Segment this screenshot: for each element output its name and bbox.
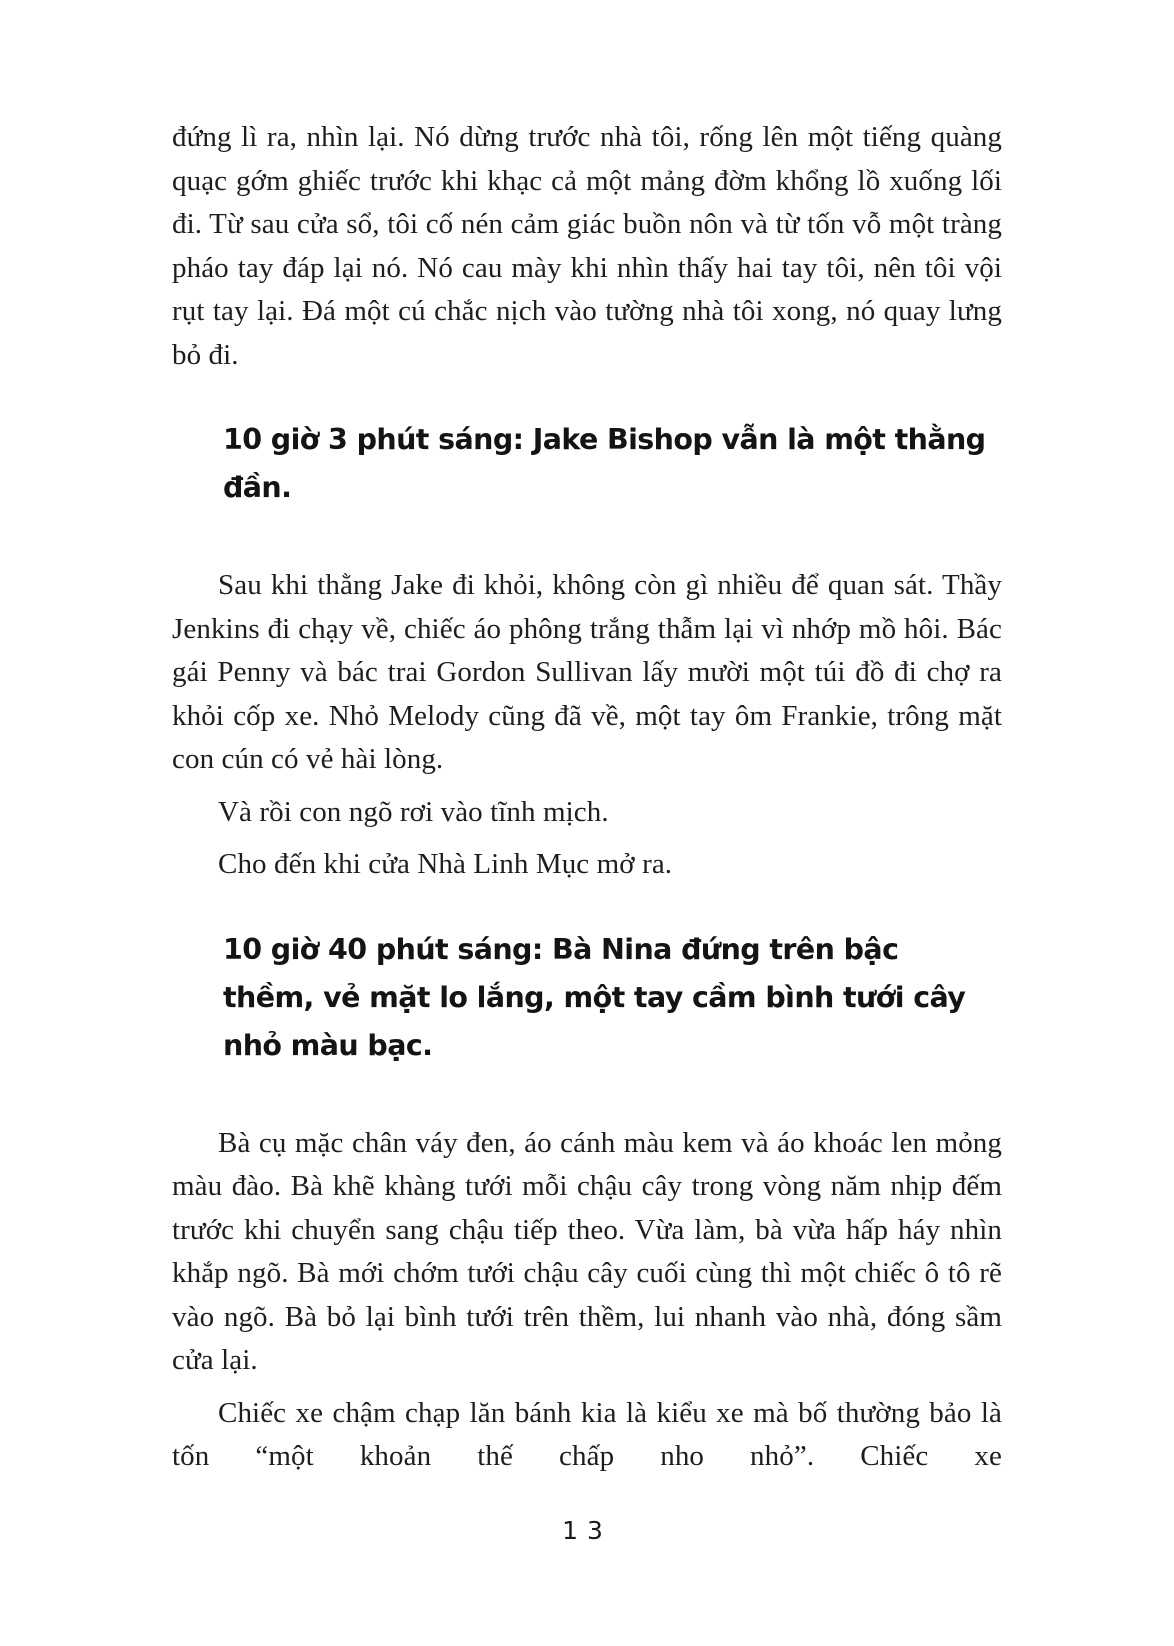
page-number: 13: [562, 1516, 612, 1545]
paragraph: Sau khi thằng Jake đi khỏi, không còn gì nhiều để quan sát. Thầy Jenkins đi chạy về, chiếc áo phông trắng thẫm lại vì nhớp mồ hôi. Bác gái Penny và bác trai Gordon Sullivan lấy mười một túi đồ đi chợ ra khỏi cốp xe. Nhỏ Melody cũng đã về, một tay ôm Frankie, trông mặt con cún có vẻ hài lòng.: [172, 569, 1002, 775]
paragraph-continued-from-previous-page: đứng lì ra, nhìn lại. Nó dừng trước nhà tôi, rống lên một tiếng quàng quạc gớm ghiếc trước khi khạc cả một mảng đờm khổng lồ xuống lối đi. Từ sau cửa sổ, tôi cố nén cảm giác buồn nôn và từ tốn vỗ một tràng pháo tay đáp lại nó. Nó cau mày khi nhìn thấy hai tay tôi, nên tôi vội rụt tay lại. Đá một cú chắc nịch vào tường nhà tôi xong, nó quay lưng bỏ đi.: [172, 121, 1002, 371]
timestamp-heading-10h03: 10 giờ 3 phút sáng: Jake Bishop vẫn là một thằng đần.: [223, 423, 986, 504]
paragraph-continues-next-page: Chiếc xe chậm chạp lăn bánh kia là kiểu xe mà bố thường bảo là tốn “một khoản thế chấp nho nhỏ”. Chiếc xe: [172, 1396, 1002, 1472]
paragraph: Cho đến khi cửa Nhà Linh Mục mở ra.: [218, 848, 673, 880]
paragraph: Và rồi con ngõ rơi vào tĩnh mịch.: [218, 795, 609, 828]
page-text-block: [172, 116, 1002, 1479]
timestamp-heading-10h40: 10 giờ 40 phút sáng: Bà Nina đứng trên bậc thềm, vẻ mặt lo lắng, một tay cầm bình tưới cây nhỏ màu bạc.: [223, 932, 966, 1062]
paragraph: Bà cụ mặc chân váy đen, áo cánh màu kem và áo khoác len mỏng màu đào. Bà khẽ khàng tưới mỗi chậu cây trong vòng năm nhịp đếm trước khi chuyển sang chậu tiếp theo. Vừa làm, bà vừa hấp háy nhìn khắp ngõ. Bà mới chớm tưới chậu cây cuối cùng thì một chiếc ô tô rẽ vào ngõ. Bà bỏ lại bình tưới trên thềm, lui nhanh vào nhà, đóng sầm cửa lại.: [172, 1126, 1002, 1376]
